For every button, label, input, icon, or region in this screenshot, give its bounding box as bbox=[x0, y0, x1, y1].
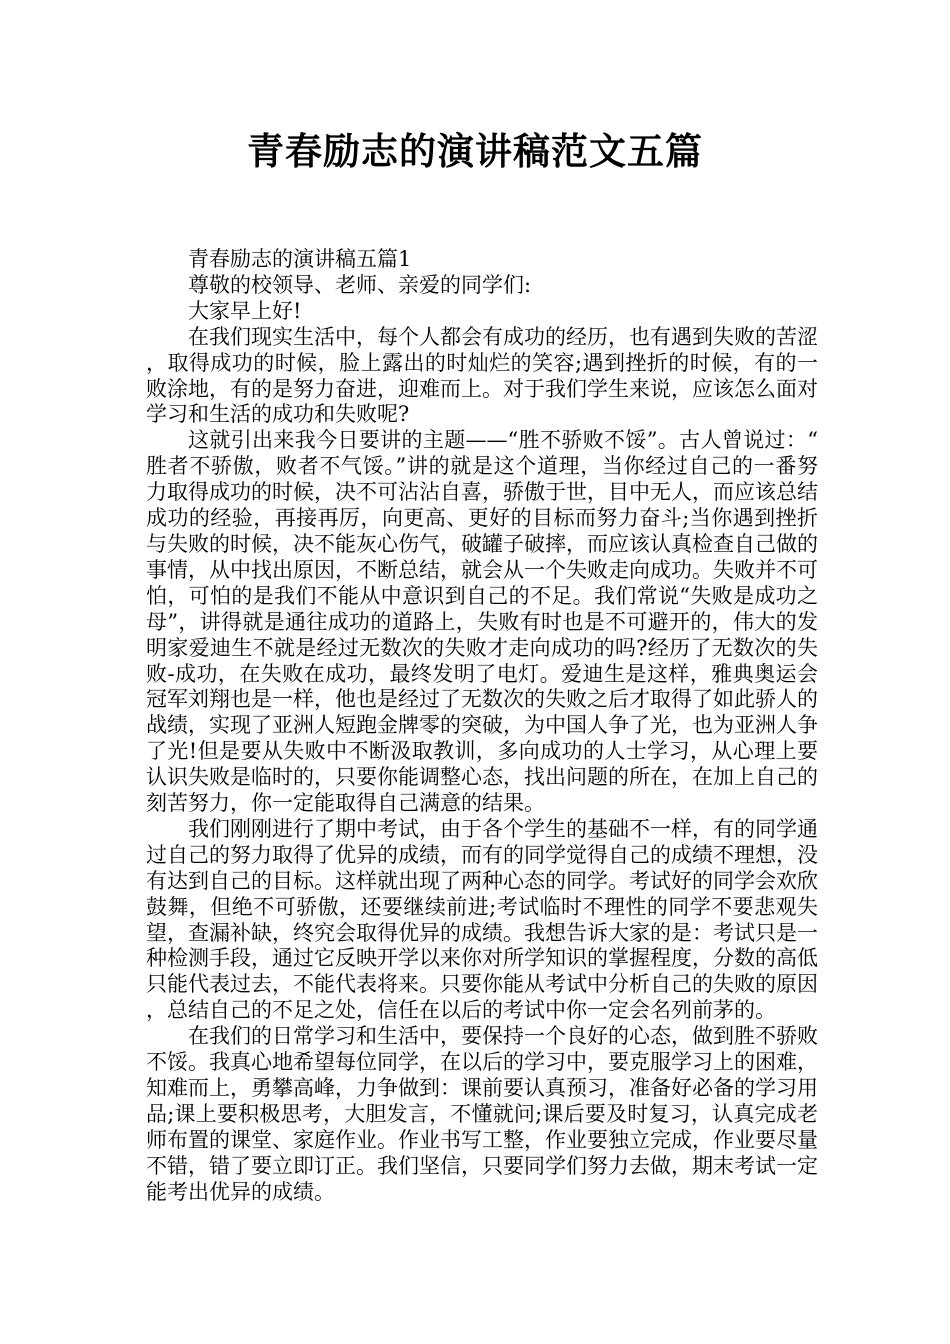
salutation: 尊敬的校领导、老师、亲爱的同学们: bbox=[188, 272, 532, 297]
body-paragraph: 在我们的日常学习和生活中，要保持一个良好的心态，做到胜不骄败不馁。我真心地希望每位同学，在以后的学习中，要克服学习上的困难，知难而上，勇攀高峰，力争做到：课前要认真预习，准备好必备的学习用品;课上要积极思考，大胆发言，不懂就问;课后要及时复习，认真完成老师布置的课堂、家庭作业。作业书写工整，作业要独立完成，作业要尽量不错，错了要立即订正。我们坚信，只要同学们努力去做，期末考试一定能考出优异的成绩。 bbox=[146, 1024, 818, 1204]
body-paragraph: 我们刚刚进行了期中考试，由于各个学生的基础不一样，有的同学通过自己的努力取得了优异的成绩，而有的同学觉得自己的成绩不理想，没有达到自己的目标。这样就出现了两种心态的同学。考试好的同学会欢欣鼓舞，但绝不可骄傲，还要继续前进;考试临时不理性的同学不要悲观失望，查漏补缺，终究会取得优异的成绩。我想告诉大家的是：考试只是一种检测手段，通过它反映开学以来你对所学知识的掌握程度，分数的高低只能代表过去，不能代表将来。只要你能从考试中分析自己的失败的原因，总结自己的不足之处，信任在以后的考试中你一定会名列前茅的。 bbox=[146, 816, 818, 1023]
greeting: 大家早上好! bbox=[188, 298, 302, 323]
document-body bbox=[146, 247, 818, 1206]
body-paragraph: 在我们现实生活中，每个人都会有成功的经历，也有遇到失败的苦涩，取得成功的时候，脸上露出的时灿烂的笑容;遇到挫折的时候，有的一败涂地，有的是努力奋进，迎难而上。对于我们学生来说，应该怎么面对学习和生活的成功和失败呢? bbox=[146, 324, 818, 427]
body-paragraph: 这就引出来我今日要讲的主题——“胜不骄败不馁”。古人曾说过：“胜者不骄傲，败者不气馁。”讲的就是这个道理，当你经过自己的一番努力取得成功的时候，决不可沾沾自喜，骄傲于世，目中无人，而应该总结成功的经验，再接再厉，向更高、更好的目标而努力奋斗;当你遇到挫折与失败的时候，决不能灰心伤气，破罐子破摔，而应该认真检查自己做的事情，从中找出原因，不断总结，就会从一个失败走向成功。失败并不可怕，可怕的是我们不能从中意识到自己的不足。我们常说“失败是成功之母”，讲得就是通往成功的道路上，失败有时也是不可避开的，伟大的发明家爱迪生不就是经过无数次的失败才走向成功的吗?经历了无数次的失败-成功，在失败在成功，最终发明了电灯。爱迪生是这样，雅典奥运会冠军刘翔也是一样，他也是经过了无数次的失败之后才取得了如此骄人的战绩，实现了亚洲人短跑金牌零的突破，为中国人争了光，也为亚洲人争了光!但是要从失败中不断汲取教训，多向成功的人士学习，从心理上要认识失败是临时的，只要你能调整心态，找出问题的所在，在加上自己的刻苦努力，你一定能取得自己满意的结果。 bbox=[146, 428, 818, 816]
document-title: 青春励志的演讲稿范文五篇 bbox=[247, 130, 703, 173]
section-heading: 青春励志的演讲稿五篇1 bbox=[188, 247, 412, 271]
